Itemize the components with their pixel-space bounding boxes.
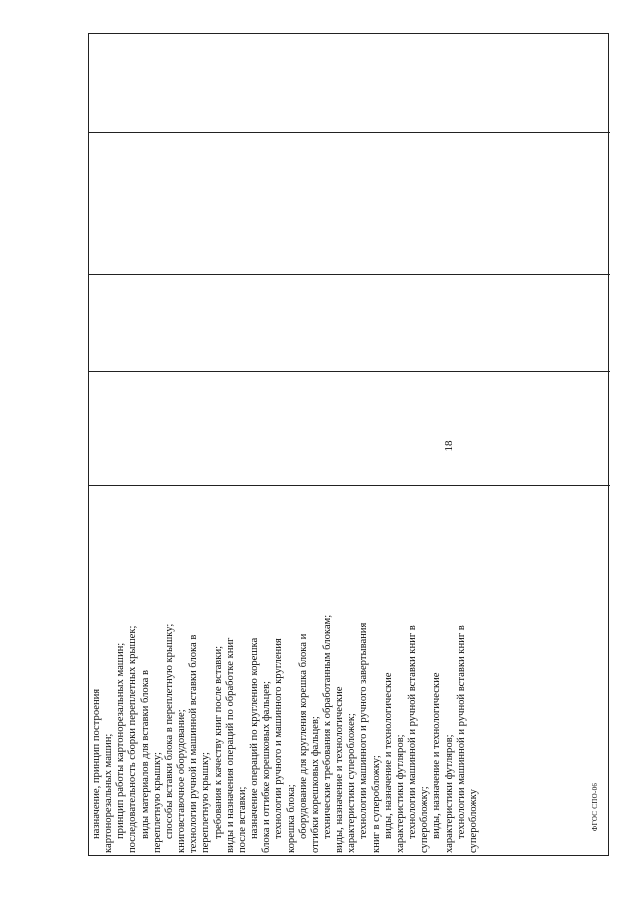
content-line: технологии машинной и ручной вставки книг в xyxy=(455,625,467,839)
column-divider xyxy=(89,371,610,372)
content-line: книг в суперобложку; xyxy=(370,755,382,853)
content-line: корешка блока; xyxy=(285,784,297,853)
content-line: оборудование для кругления корешка блока и xyxy=(297,633,309,839)
content-line: назначение, принцип построения xyxy=(91,688,102,839)
content-line: после вставки; xyxy=(236,786,248,853)
content-line: виды, назначение и технологические xyxy=(382,672,394,839)
content-line: способы вставки блока в переплетную крышку; xyxy=(163,623,175,839)
content-line: суперобложку xyxy=(467,789,479,853)
content-line: последовательность сборки переплетных крышек; xyxy=(127,625,139,853)
column-divider xyxy=(89,274,610,275)
content-line: технологии ручной и машинной вставки блока в xyxy=(188,634,200,853)
content-line: виды и назначения операций по обработке книг xyxy=(224,637,236,853)
column-divider xyxy=(89,485,610,486)
content-text xyxy=(91,487,606,853)
content-line: переплетную крышку; xyxy=(200,751,212,853)
content-cell xyxy=(91,487,606,853)
content-line: технологии машинного и ручного завертывания xyxy=(358,622,370,839)
content-line: характеристики футляров; xyxy=(394,734,406,853)
content-line: переплетную крышку; xyxy=(151,751,163,853)
content-line: характеристики суперобложек; xyxy=(346,713,358,853)
content-line: принцип работы картонорезальных машин; xyxy=(115,642,127,839)
footer-code: ФГОС СПО-06 xyxy=(591,782,599,832)
content-line: картонорезальных машин; xyxy=(103,733,115,853)
content-line: технологии машинной и ручной вставки книг в xyxy=(407,625,419,839)
column-divider xyxy=(89,132,610,133)
content-line: требования к качеству книг после вставки; xyxy=(212,645,224,839)
content-line: суперобложку; xyxy=(419,786,431,853)
content-line: виды, назначение и технологические xyxy=(431,672,443,839)
content-line: технические требования к обработанным блокам; xyxy=(321,614,333,839)
content-line: виды материалов для вставки блока в xyxy=(139,669,151,839)
content-line: виды, назначение и технологические xyxy=(334,686,346,853)
content-line: книговставочное оборудование; xyxy=(176,709,188,853)
content-line: характеристики футляров; xyxy=(443,734,455,853)
content-line: отгибки корешковых фальцев; xyxy=(309,716,321,853)
content-line: блока и отгибке корешковых фальцев; xyxy=(261,681,273,853)
content-line: назначение операций по круглению корешка xyxy=(249,637,261,839)
content-line: технологии ручного и машинного кругления xyxy=(273,638,285,839)
page-number: 18 xyxy=(443,440,455,452)
